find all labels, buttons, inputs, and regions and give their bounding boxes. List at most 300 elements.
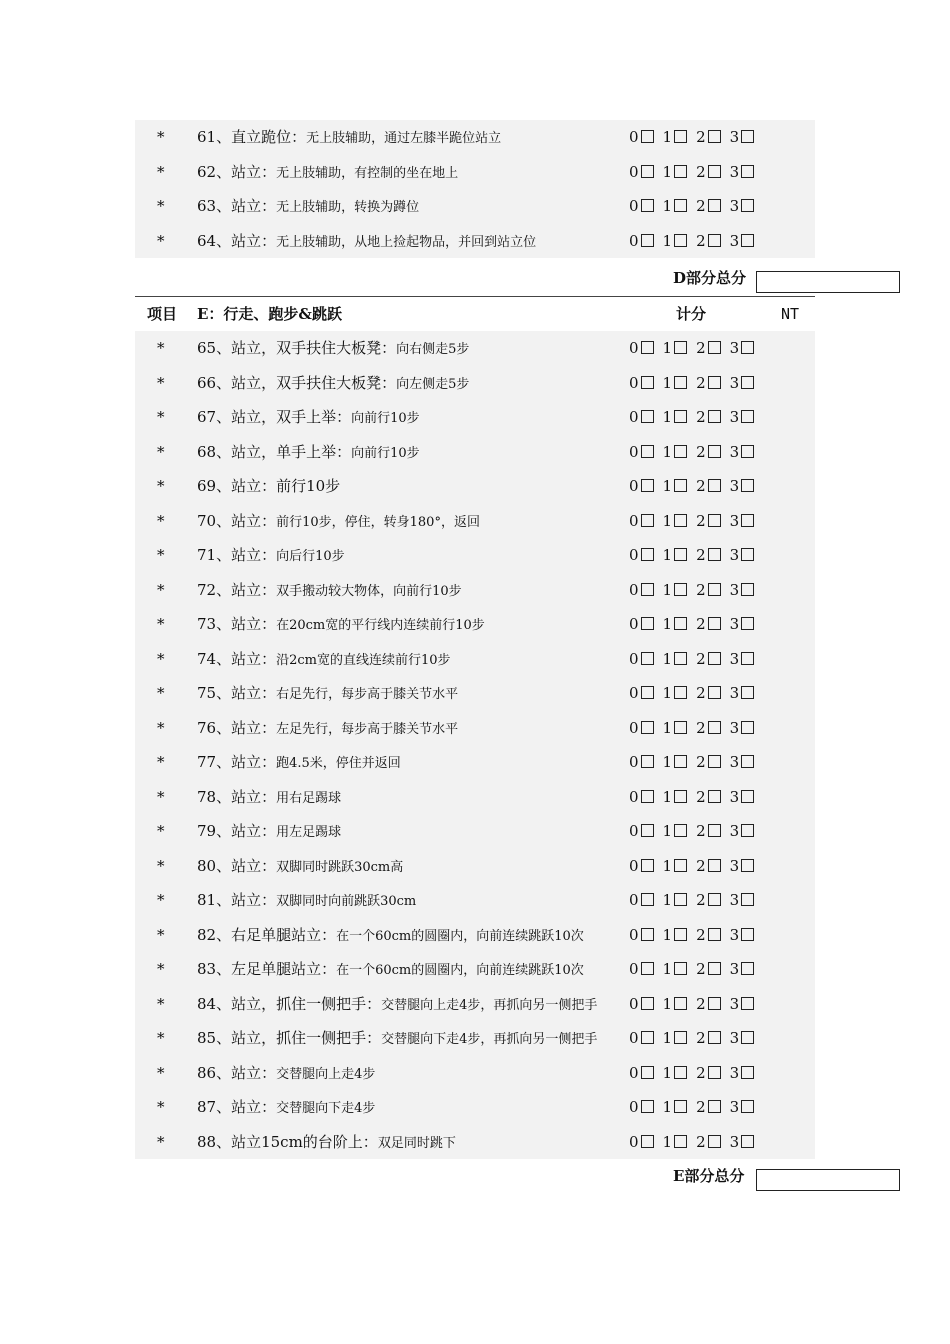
score-option-label: 2 <box>696 162 706 181</box>
item-description: 跑4.5米，停住并返回 <box>276 756 401 771</box>
table-row <box>135 711 815 746</box>
score-option-label: 0 <box>629 1132 639 1151</box>
score-checkbox[interactable] <box>674 928 687 941</box>
score-checkbox[interactable] <box>708 928 721 941</box>
item-title: 72、站立： <box>197 580 277 599</box>
table-row <box>135 780 815 815</box>
item-title: 64、站立： <box>197 231 277 250</box>
score-option-label: 2 <box>696 1063 706 1082</box>
score-option-label: 3 <box>729 373 740 392</box>
item-text <box>197 224 536 259</box>
item-description: 交替腿向上走4步，再抓向另一侧把手 <box>381 997 598 1013</box>
star-marker: * <box>157 718 165 737</box>
score-option-label: 3 <box>729 339 740 357</box>
score-options <box>629 573 763 608</box>
table-row <box>135 952 815 987</box>
score-option-label: 2 <box>696 442 706 461</box>
score-checkbox[interactable] <box>641 721 654 734</box>
section-e-total-field[interactable] <box>756 1169 900 1191</box>
score-checkbox[interactable] <box>641 234 654 247</box>
score-options <box>629 1021 763 1056</box>
table-row <box>135 607 815 642</box>
score-option-label: 0 <box>629 960 639 978</box>
score-checkbox[interactable] <box>741 165 754 178</box>
score-checkbox[interactable] <box>708 479 721 492</box>
star-marker: * <box>157 546 165 564</box>
item-description: 向前行10步 <box>351 445 420 461</box>
score-checkbox[interactable] <box>674 165 687 178</box>
score-checkbox[interactable] <box>641 686 654 699</box>
table-row <box>135 676 815 711</box>
item-text <box>197 676 458 711</box>
score-checkbox[interactable] <box>641 376 654 389</box>
star-marker: * <box>157 822 165 840</box>
star-marker: * <box>157 1098 165 1116</box>
item-title: 65、站立，双手扶住大板凳： <box>197 339 397 357</box>
score-option-label: 0 <box>629 994 639 1013</box>
section-d-table <box>135 120 815 258</box>
score-checkbox[interactable] <box>674 234 687 247</box>
score-option-label: 3 <box>729 1029 740 1047</box>
star-marker: * <box>157 649 165 668</box>
score-checkbox[interactable] <box>741 686 754 699</box>
item-text <box>197 538 345 573</box>
item-text <box>197 987 597 1022</box>
item-title: 84、站立，抓住一侧把手： <box>197 994 382 1013</box>
item-description: 用左足踢球 <box>276 825 342 840</box>
table-row <box>135 538 815 573</box>
score-options <box>629 189 763 224</box>
score-checkbox[interactable] <box>708 997 721 1010</box>
item-title: 77、站立： <box>197 753 277 771</box>
table-row <box>135 120 815 155</box>
score-checkbox[interactable] <box>674 617 687 630</box>
score-option-label: 3 <box>729 753 740 771</box>
star-marker: * <box>157 925 165 944</box>
star-marker: * <box>157 339 165 357</box>
score-checkbox[interactable] <box>741 790 754 803</box>
score-checkbox[interactable] <box>741 410 754 423</box>
item-title: 85、站立，抓住一侧把手： <box>197 1029 382 1047</box>
item-description: 无上肢辅助，转换为蹲位 <box>276 200 420 215</box>
item-title: 69、站立：前行10步 <box>197 477 341 495</box>
item-title: 87、站立： <box>197 1098 277 1116</box>
star-marker: * <box>157 615 165 633</box>
table-row <box>135 883 815 918</box>
score-option-label: 3 <box>729 408 740 426</box>
score-option-label: 2 <box>696 128 706 146</box>
score-checkbox[interactable] <box>741 755 754 768</box>
score-checkbox[interactable] <box>708 617 721 630</box>
score-checkbox[interactable] <box>741 721 754 734</box>
score-option-label: 2 <box>696 649 706 668</box>
score-option-label: 0 <box>629 339 639 357</box>
score-option-label: 1 <box>662 925 673 944</box>
score-option-label: 3 <box>729 1063 740 1082</box>
section-e-total <box>135 1162 815 1186</box>
table-row <box>135 155 815 190</box>
score-checkbox[interactable] <box>741 445 754 458</box>
star-marker: * <box>157 753 165 771</box>
item-text <box>197 435 420 470</box>
score-option-label: 1 <box>662 753 673 771</box>
item-description: 双手搬动较大物体，向前行10步 <box>276 583 462 599</box>
score-checkbox[interactable] <box>674 445 687 458</box>
item-title: 83、左足单腿站立： <box>197 960 337 978</box>
item-description: 前行10步，停住，转身180°，返回 <box>276 514 480 530</box>
score-checkbox[interactable] <box>674 755 687 768</box>
score-option-label: 1 <box>662 231 673 250</box>
score-option-label: 0 <box>629 197 639 215</box>
score-option-label: 2 <box>696 925 706 944</box>
table-row <box>135 642 815 677</box>
score-checkbox[interactable] <box>741 514 754 527</box>
table-row <box>135 1021 815 1056</box>
score-checkbox[interactable] <box>708 199 721 212</box>
score-checkbox[interactable] <box>641 165 654 178</box>
score-checkbox[interactable] <box>641 755 654 768</box>
item-title: 62、站立： <box>197 162 277 181</box>
score-checkbox[interactable] <box>674 1135 687 1148</box>
score-option-label: 3 <box>729 615 740 633</box>
score-checkbox[interactable] <box>641 790 654 803</box>
item-description: 在20cm宽的平行线内连续前行10步 <box>276 618 485 633</box>
score-option-label: 2 <box>696 511 706 530</box>
item-text <box>197 120 501 155</box>
star-marker: * <box>157 442 165 461</box>
star-marker: * <box>157 511 165 530</box>
score-options <box>629 224 763 259</box>
score-option-label: 1 <box>662 649 673 668</box>
item-description: 双脚同时向前跳跃30cm <box>276 894 417 909</box>
table-row <box>135 1125 815 1160</box>
score-checkbox[interactable] <box>708 583 721 596</box>
score-checkbox[interactable] <box>708 686 721 699</box>
star-marker: * <box>157 1132 165 1151</box>
score-checkbox[interactable] <box>708 341 721 354</box>
item-description: 在一个60cm的圆圈内，向前连续跳跃10次 <box>336 963 584 978</box>
score-checkbox[interactable] <box>708 514 721 527</box>
score-checkbox[interactable] <box>708 652 721 665</box>
item-description: 无上肢辅助，有控制的坐在地上 <box>276 165 459 181</box>
item-description: 无上肢辅助，从地上捡起物品，并回到站立位 <box>276 234 537 250</box>
score-checkbox[interactable] <box>674 199 687 212</box>
item-title: 76、站立： <box>197 718 277 737</box>
section-d-total-label: D部分总分 <box>673 269 747 287</box>
item-title: 63、站立： <box>197 197 277 215</box>
item-description: 交替腿向下走4步 <box>276 1101 376 1116</box>
score-checkbox[interactable] <box>741 893 754 906</box>
score-checkbox[interactable] <box>674 790 687 803</box>
score-checkbox[interactable] <box>741 962 754 975</box>
score-options <box>629 676 763 711</box>
score-checkbox[interactable] <box>674 1100 687 1113</box>
score-checkbox[interactable] <box>674 514 687 527</box>
table-row <box>135 814 815 849</box>
score-checkbox[interactable] <box>674 1066 687 1079</box>
score-option-label: 2 <box>696 891 706 909</box>
score-option-label: 1 <box>662 1029 673 1047</box>
score-option-label: 1 <box>662 684 673 702</box>
item-text <box>197 573 462 608</box>
score-option-label: 3 <box>729 925 740 944</box>
score-checkbox[interactable] <box>641 548 654 561</box>
star-marker: * <box>157 231 165 250</box>
score-option-label: 0 <box>629 753 639 771</box>
score-option-label: 1 <box>662 580 673 599</box>
score-checkbox[interactable] <box>741 583 754 596</box>
item-description: 向前行10步 <box>351 411 420 426</box>
score-checkbox[interactable] <box>741 548 754 561</box>
score-options <box>629 987 763 1022</box>
item-title: 67、站立，双手上举： <box>197 408 352 426</box>
score-option-label: 1 <box>662 511 673 530</box>
score-checkbox[interactable] <box>708 1100 721 1113</box>
score-option-label: 1 <box>662 1098 673 1116</box>
score-checkbox[interactable] <box>741 1100 754 1113</box>
item-text <box>197 1090 375 1125</box>
score-checkbox[interactable] <box>741 997 754 1010</box>
score-option-label: 1 <box>662 891 673 909</box>
star-marker: * <box>157 162 165 181</box>
score-option-label: 2 <box>696 822 706 840</box>
score-options <box>629 883 763 918</box>
score-option-label: 1 <box>662 1063 673 1082</box>
item-text <box>197 918 584 953</box>
section-e-total-label: E部分总分 <box>673 1167 745 1185</box>
score-option-label: 0 <box>629 477 639 495</box>
item-title: 79、站立： <box>197 822 277 840</box>
score-checkbox[interactable] <box>674 548 687 561</box>
item-description: 向右侧走5步 <box>396 342 470 357</box>
section-e-table <box>135 331 815 1159</box>
score-checkbox[interactable] <box>641 1100 654 1113</box>
score-options <box>629 711 763 746</box>
score-checkbox[interactable] <box>674 859 687 872</box>
item-description: 用右足踢球 <box>276 790 342 806</box>
section-d-total <box>135 264 815 288</box>
score-checkbox[interactable] <box>641 410 654 423</box>
score-checkbox[interactable] <box>741 1031 754 1044</box>
item-title: 74、站立： <box>197 649 277 668</box>
score-checkbox[interactable] <box>674 583 687 596</box>
score-checkbox[interactable] <box>741 859 754 872</box>
score-options <box>629 849 763 884</box>
score-checkbox[interactable] <box>741 199 754 212</box>
score-checkbox[interactable] <box>674 376 687 389</box>
score-checkbox[interactable] <box>708 824 721 837</box>
score-checkbox[interactable] <box>674 893 687 906</box>
item-title: 78、站立： <box>197 787 277 806</box>
score-checkbox[interactable] <box>641 130 654 143</box>
score-option-label: 1 <box>662 960 673 978</box>
score-option-label: 1 <box>662 197 673 215</box>
score-checkbox[interactable] <box>674 997 687 1010</box>
score-checkbox[interactable] <box>674 652 687 665</box>
score-checkbox[interactable] <box>641 583 654 596</box>
score-option-label: 3 <box>729 477 740 495</box>
item-text <box>197 155 458 190</box>
table-row <box>135 331 815 366</box>
table-row <box>135 1056 815 1091</box>
score-checkbox[interactable] <box>741 341 754 354</box>
score-option-label: 0 <box>629 1098 639 1116</box>
score-checkbox[interactable] <box>674 962 687 975</box>
score-checkbox[interactable] <box>708 548 721 561</box>
score-option-label: 0 <box>629 546 639 564</box>
score-checkbox[interactable] <box>708 165 721 178</box>
item-title: 86、站立： <box>197 1063 277 1082</box>
score-checkbox[interactable] <box>741 234 754 247</box>
score-option-label: 0 <box>629 580 639 599</box>
item-title: 80、站立： <box>197 856 277 875</box>
score-options <box>629 435 763 470</box>
score-option-label: 3 <box>729 442 740 461</box>
score-option-label: 0 <box>629 615 639 633</box>
score-checkbox[interactable] <box>708 1066 721 1079</box>
score-option-label: 1 <box>662 1132 673 1151</box>
score-option-label: 2 <box>696 546 706 564</box>
score-checkbox[interactable] <box>674 721 687 734</box>
score-checkbox[interactable] <box>674 479 687 492</box>
score-checkbox[interactable] <box>641 445 654 458</box>
score-checkbox[interactable] <box>641 997 654 1010</box>
table-row <box>135 918 815 953</box>
score-option-label: 3 <box>729 649 740 668</box>
star-marker: * <box>157 994 165 1013</box>
section-d-total-field[interactable] <box>756 271 900 293</box>
item-title: 66、站立，双手扶住大板凳： <box>197 373 397 392</box>
item-description: 在一个60cm的圆圈内，向前连续跳跃10次 <box>336 928 584 944</box>
score-checkbox[interactable] <box>708 1135 721 1148</box>
score-checkbox[interactable] <box>641 617 654 630</box>
score-checkbox[interactable] <box>641 1031 654 1044</box>
score-option-label: 2 <box>696 684 706 702</box>
score-checkbox[interactable] <box>741 376 754 389</box>
score-option-label: 3 <box>729 1132 740 1151</box>
score-option-label: 1 <box>662 994 673 1013</box>
item-text <box>197 331 469 366</box>
score-checkbox[interactable] <box>708 893 721 906</box>
score-checkbox[interactable] <box>641 893 654 906</box>
score-options <box>629 1125 763 1160</box>
score-checkbox[interactable] <box>641 1135 654 1148</box>
score-checkbox[interactable] <box>641 1066 654 1079</box>
score-checkbox[interactable] <box>674 341 687 354</box>
score-checkbox[interactable] <box>674 686 687 699</box>
score-checkbox[interactable] <box>641 928 654 941</box>
item-text <box>197 504 480 539</box>
item-description: 右足先行，每步高于膝关节水平 <box>276 687 459 702</box>
score-checkbox[interactable] <box>708 1031 721 1044</box>
score-option-label: 3 <box>729 162 740 181</box>
table-row <box>135 745 815 780</box>
score-checkbox[interactable] <box>641 341 654 354</box>
star-marker: * <box>157 960 165 978</box>
star-marker: * <box>157 128 165 146</box>
score-option-label: 3 <box>729 822 740 840</box>
item-title: 73、站立： <box>197 615 277 633</box>
score-option-label: 3 <box>729 231 740 250</box>
score-checkbox[interactable] <box>641 824 654 837</box>
score-checkbox[interactable] <box>741 1066 754 1079</box>
score-checkbox[interactable] <box>674 130 687 143</box>
score-checkbox[interactable] <box>708 962 721 975</box>
score-option-label: 1 <box>662 477 673 495</box>
score-checkbox[interactable] <box>708 790 721 803</box>
item-description: 向左侧走5步 <box>396 376 470 392</box>
header-section-title: E：行走、跑步&跳跃 <box>197 305 342 323</box>
score-option-label: 3 <box>729 891 740 909</box>
score-checkbox[interactable] <box>741 1135 754 1148</box>
score-checkbox[interactable] <box>708 234 721 247</box>
score-checkbox[interactable] <box>674 824 687 837</box>
star-marker: * <box>157 1029 165 1047</box>
score-options <box>629 1056 763 1091</box>
score-checkbox[interactable] <box>641 199 654 212</box>
score-checkbox[interactable] <box>708 445 721 458</box>
table-row <box>135 400 815 435</box>
score-options <box>629 642 763 677</box>
score-checkbox[interactable] <box>708 410 721 423</box>
item-text <box>197 952 584 987</box>
score-option-label: 3 <box>729 511 740 530</box>
table-row <box>135 1090 815 1125</box>
item-text <box>197 711 458 746</box>
score-checkbox[interactable] <box>741 130 754 143</box>
score-checkbox[interactable] <box>641 962 654 975</box>
score-checkbox[interactable] <box>708 755 721 768</box>
score-options <box>629 120 763 155</box>
score-option-label: 2 <box>696 856 706 875</box>
score-option-label: 3 <box>729 580 740 599</box>
item-description: 双脚同时跳跃30cm高 <box>276 859 404 875</box>
score-option-label: 1 <box>662 546 673 564</box>
score-checkbox[interactable] <box>641 514 654 527</box>
item-text <box>197 849 403 884</box>
star-marker: * <box>157 477 165 495</box>
item-description: 左足先行，每步高于膝关节水平 <box>276 721 459 737</box>
score-option-label: 1 <box>662 373 673 392</box>
score-option-label: 3 <box>729 856 740 875</box>
item-text <box>197 745 401 780</box>
score-option-label: 3 <box>729 960 740 978</box>
item-text <box>197 607 485 642</box>
score-checkbox[interactable] <box>741 479 754 492</box>
star-marker: * <box>157 197 165 215</box>
score-checkbox[interactable] <box>741 652 754 665</box>
score-options <box>629 745 763 780</box>
table-row <box>135 224 815 259</box>
score-options <box>629 780 763 815</box>
score-checkbox[interactable] <box>741 824 754 837</box>
score-checkbox[interactable] <box>641 859 654 872</box>
score-option-label: 1 <box>662 408 673 426</box>
score-checkbox[interactable] <box>708 376 721 389</box>
score-option-label: 2 <box>696 718 706 737</box>
score-checkbox[interactable] <box>741 928 754 941</box>
score-checkbox[interactable] <box>708 721 721 734</box>
score-checkbox[interactable] <box>674 1031 687 1044</box>
star-marker: * <box>157 891 165 909</box>
score-options <box>629 366 763 401</box>
score-checkbox[interactable] <box>674 410 687 423</box>
score-checkbox[interactable] <box>708 130 721 143</box>
score-checkbox[interactable] <box>708 859 721 872</box>
score-checkbox[interactable] <box>641 652 654 665</box>
score-checkbox[interactable] <box>741 617 754 630</box>
score-checkbox[interactable] <box>641 479 654 492</box>
